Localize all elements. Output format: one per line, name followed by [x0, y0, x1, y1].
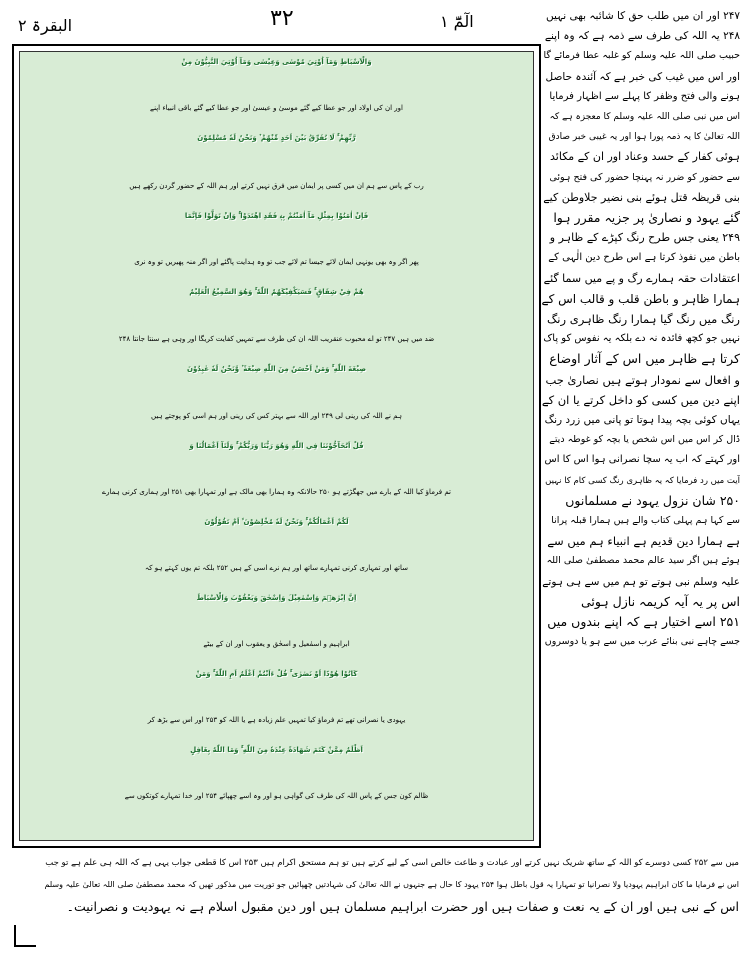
translation-line-8: ابراہیم و اسمٰعیل و اسحٰق و یعقوب اور ان کے بیٹے: [203, 640, 350, 648]
translation-line-2: رب کے پاس سے ہم ان میں کسی پر ایمان میں فرق نہیں کرتے اور ہم اللہ کے حضور گردن رکھے ہیں: [129, 182, 424, 190]
sidebar-commentary-line: گئے یہود و نصاریٰ پر جزیہ مقرر ہوا: [553, 210, 740, 226]
footer-commentary-line: اس نے فرمایا ما کان ابراہیم یہودیا ولا نصرانیا تو تمہارا یہ قول باطل ہوا ۲۵۴ یہود کا حال ہے جنہوں نے اللہ تعالیٰ کی شہادتیں چھپائیں جو توریت میں مذکور تھیں کہ محمد مصطفیٰ صلی اللہ تعالیٰ علیہ وسلم: [44, 880, 739, 889]
sidebar-commentary-line: اور کہتے کہ اب یہ سچا نصرانی ہوا اس کا اس: [544, 454, 740, 466]
sidebar-commentary-line: سے کہا ہم پہلی کتاب والے ہیں ہمارا قبلہ پرانا: [551, 515, 740, 527]
translation-line-9: یہودی یا نصرانی تھے تم فرماؤ کیا تمہیں علم زیادہ ہے یا اللہ کو ۲۵۳ اور اس سے بڑھ کر: [147, 716, 406, 724]
verse-panel: [19, 51, 534, 841]
sidebar-commentary-line: رنگ میں رنگ گیا ہمارا رنگ ظاہری رنگ: [547, 312, 740, 327]
commentary-footer: [10, 852, 739, 918]
sidebar-commentary-line: علیہ وسلم نبی ہوتے تو ہم میں سے ہی ہوتے: [542, 575, 740, 588]
verse-line-10: اَظْلَمُ مِمَّنْ كَتَمَ شَهَادَةً عِنْدَهٗ مِنَ اللّٰهِ ۚ وَمَا اللّٰهُ بِغَافِلٍ: [190, 746, 363, 754]
translation-line-10: ظالم کون جس کے پاس اللہ کی طرف کی گواہی ہو اور وہ اسے چھپائے ۲۵۴ اور خدا تمہارے کوتکوں سے: [124, 792, 429, 800]
footer-commentary-line: اس کے نبی ہیں اور ان کے یہ نعت و صفات ہیں اور حضرت ابراہیم مسلمان ہیں اور دین مقبول اسلام ہے نہ یہودیت و نصرانیت۔: [66, 899, 739, 914]
sidebar-commentary-line: اللہ تعالیٰ کا یہ ذمہ پورا ہوا اور یہ غیبی خبر صادق: [548, 132, 740, 143]
translation-line-6: تم فرماؤ کیا اللہ کے بارے میں جھگڑتے ہو ۲۵۰ حالانکہ وہ ہمارا بھی مالک ہے اور تمہارا بھی ۲۵۱ اور ہماری کرنی ہمارے: [102, 488, 451, 496]
verse-line-9: كَانُوْا هُوْدًا اَوْ نَصٰرٰى ۚ قُلْ ءَاَنْتُمْ اَعْلَمُ اَمِ اللّٰهُ ۚ وَمَنْ: [195, 670, 358, 678]
sidebar-commentary-line: و افعال سے نمودار ہوتے ہیں نصاریٰ جب: [545, 372, 740, 387]
verse-line-2: رَّبِّهِمْ ۚ لَا نُفَرِّقُ بَيْنَ اَحَدٍ مِّنْهُمْ ۫ وَنَحْنُ لَهٗ مُسْلِمُوْنَ: [197, 134, 356, 142]
translation-line-7: ساتھ اور تمہاری کرنی تمہارے ساتھ اور ہم نرے اسی کے ہیں ۲۵۲ بلکہ تم یوں کہتے ہو کہ: [145, 564, 408, 572]
header-page-number: ۳۲: [270, 6, 294, 31]
footer-commentary-line: میں سے ۲۵۲ کسی دوسرے کو اللہ کے ساتھ شریک نہیں کرتے اور عبادت و طاعت خالص اسی کے لیے کرتے ہیں تو ہم مستحق اکرام ہیں ۲۵۳ اس کا قطعی جواب یہی ہے کہ اللہ ہی علم ہے تو جب: [45, 858, 739, 868]
sidebar-commentary-line: آیت میں رد فرمایا کہ یہ ظاہری رنگ کسی کام کا نہیں: [545, 475, 740, 486]
verse-line-3: فَاِنْ اٰمَنُوْا بِمِثْلِ مَآ اٰمَنْتُمْ بِهٖ فَقَدِ اهْتَدَوْا ۚ وَاِنْ تَوَلَّوْا فَاِنَّمَا: [184, 212, 369, 220]
sidebar-commentary-line: یہاں کوئی بچہ پیدا ہوتا تو پانی میں زرد رنگ: [544, 414, 740, 427]
sidebar-commentary-line: حبیب صلی اللہ علیہ وسلم کو غلبہ عطا فرمائے گا: [543, 50, 740, 62]
sidebar-commentary-line: ۲۴۸ یہ اللہ کی طرف سے ذمہ ہے کہ وہ اپنے: [544, 30, 740, 43]
sidebar-commentary-line: اعتقادات حقہ ہمارے رگ و پے میں سما گئے: [543, 271, 740, 285]
sidebar-commentary-line: ۲۵۱ اسے اختیار ہے کہ اپنے بندوں میں: [547, 614, 740, 630]
sidebar-commentary-line: ہمارا ظاہر و باطن قلب و قالب اس کے: [542, 291, 740, 306]
quran-text-frame: [12, 44, 541, 848]
translation-line-5: ہم نے اللہ کی رینی لی ۲۴۹ اور اللہ سے بہتر کس کی رینی اور ہم اسی کو پوجتے ہیں: [151, 412, 402, 420]
sidebar-commentary-line: اس پر یہ آیہ کریمہ نازل ہوئی: [581, 593, 740, 609]
verse-line-6: قُلْ اَتُحَآجُّوْنَنَا فِي اللّٰهِ وَهُوَ رَبُّنَا وَرَبُّكُمْ ۚ وَلَنَآ اَعْمَالُنَا وَ: [189, 442, 364, 450]
verse-line-7: لَكُمْ اَعْمَالُكُمْ ۚ وَنَحْنُ لَهٗ مُخْلِصُوْنَ ۙ اَمْ تَقُوْلُوْنَ: [204, 518, 349, 526]
translation-line-3: پھر اگر وہ بھی یونہی ایمان لائے جیسا تم لائے جب تو وہ ہدایت پاگئے اور اگر منہ پھیریں تو وہ نری: [134, 258, 419, 266]
sidebar-commentary-line: اس میں نبی صلی اللہ علیہ وسلم کا معجزہ ہے کہ: [549, 112, 740, 123]
sidebar-commentary-line: ڈال کر اس میں اس شخص یا بچہ کو غوطہ دیتے: [549, 434, 740, 446]
verse-line-1: وَالْاَسْبَاطِ وَمَآ اُوْتِيَ مُوْسٰى وَعِيْسٰى وَمَآ اُوْتِيَ النَّبِيُّوْنَ مِنْ: [181, 58, 372, 66]
sidebar-commentary-line: اپنے دین میں کسی کو داخل کرتے یا ان کے: [542, 392, 740, 407]
sidebar-commentary-line: ہوئے ہیں اگر سید عالم محمد مصطفیٰ صلی اللہ: [546, 555, 740, 567]
verse-line-5: صِبْغَةَ اللّٰهِ ۚ وَمَنْ اَحْسَنُ مِنَ اللّٰهِ صِبْغَةً ۫ وَّنَحْنُ لَهٗ عٰبِدُوْنَ: [186, 365, 367, 373]
page-corner-mark: [14, 925, 36, 947]
sidebar-commentary-line: کرتا ہے ظاہر میں اس کے آثار اوضاع: [549, 351, 740, 367]
sidebar-commentary-line: باطن میں نفوذ کرتا ہے اس طرح دین الٰہی کے: [548, 252, 740, 264]
sidebar-commentary-line: ہونے والی فتح وظفر کا پہلے سے اظہار فرمایا: [549, 90, 740, 102]
commentary-sidebar: [542, 6, 740, 846]
verse-line-4: هُمْ فِيْ شِقَاقٍ ۚ فَسَيَكْفِيْكَهُمُ اللّٰهُ ۚ وَهُوَ السَّمِيْعُ الْعَلِيْمُ: [189, 288, 364, 296]
sidebar-commentary-line: نہیں جو کچھ فائدہ نہ دے بلکہ یہ نفوس کو پاک: [543, 333, 740, 345]
header-para-name: الٓمّٓ ۱: [440, 12, 474, 31]
translation-line-1: اور ان کی اولاد اور جو عطا کیے گئے موسیٰ و عیسیٰ اور جو عطا کیے گئے باقی انبیاء اپنے: [150, 104, 403, 112]
sidebar-commentary-line: جسے چاہے نبی بنائے عرب میں سے ہو یا دوسروں: [544, 636, 740, 648]
sidebar-commentary-line: بنی قریظہ قتل ہوئے بنی نضیر جلاوطن کیے: [543, 190, 740, 204]
sidebar-commentary-line: سے حضور کو ضرر نہ پہنچا حضور کی فتح ہوئی: [549, 171, 740, 183]
sidebar-commentary-line: ہے ہمارا دین قدیم ہے انبیاء ہم میں سے: [547, 534, 740, 549]
sidebar-commentary-line: ۲۴۹ یعنی جس طرح رنگ کپڑے کے ظاہر و: [549, 231, 740, 245]
translation-line-4: ضد میں ہیں ۲۴۷ تو اے محبوب عنقریب اللہ ان کی طرف سے تمہیں کفایت کریگا اور وہی ہے سنتا جانتا ۲۴۸: [118, 335, 435, 343]
header-surah-name: البقرۃ ۲: [18, 16, 73, 35]
sidebar-commentary-line: ہوئی کفار کے حسد وعناد اور ان کے مکائد: [550, 150, 740, 164]
sidebar-commentary-line: ۲۵۰ شان نزول یہود نے مسلمانوں: [565, 492, 740, 508]
verse-line-8: اِنَّ اِبْرٰهٖمَ وَاِسْمٰعِيْلَ وَاِسْحٰقَ وَيَعْقُوْبَ وَالْاَسْبَاطَ: [196, 594, 357, 602]
sidebar-commentary-line: اور اس میں غیب کی خبر ہے کہ آئندہ حاصل: [545, 70, 740, 83]
sidebar-commentary-line: ۲۴۷ اور ان میں طلب حق کا شائبہ بھی نہیں: [545, 10, 740, 22]
